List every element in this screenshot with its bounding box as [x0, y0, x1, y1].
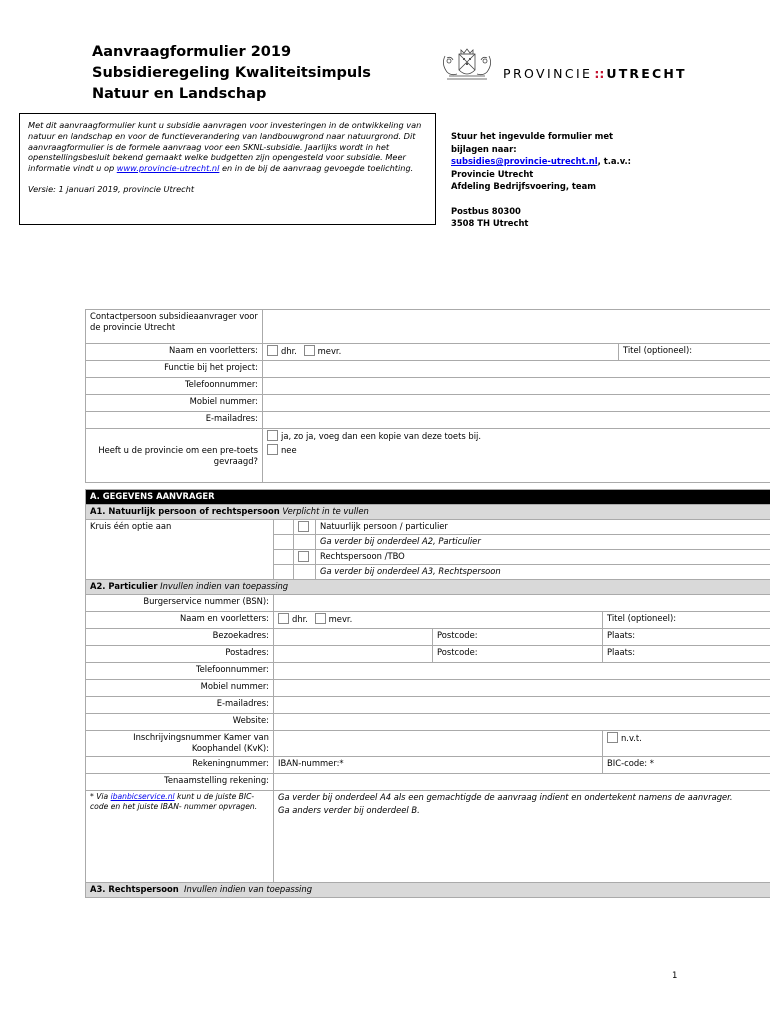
a1-legal-entity-checkbox[interactable] [298, 551, 309, 562]
a2-email-label: E-mailadres: [86, 697, 274, 714]
kvk-nvt-checkbox[interactable] [607, 732, 618, 743]
contact-function-field[interactable] [263, 361, 770, 378]
bsn-field[interactable] [274, 595, 770, 612]
title-line-1: Aanvraagformulier 2019 [92, 44, 292, 60]
contact-function-label: Functie bij het project: [86, 361, 263, 378]
contact-phone-field[interactable] [263, 378, 770, 395]
a2-email-field[interactable] [274, 697, 770, 714]
post-postcode-field[interactable]: Postcode: [433, 646, 603, 663]
version-note: Versie: 1 januari 2019, provincie Utrecht [28, 183, 195, 194]
title-line-2: Subsidieregeling Kwaliteitsimpuls [92, 65, 371, 81]
visit-address-label: Bezoekadres: [86, 629, 274, 646]
logo-word-provincie: PROVINCIE [503, 66, 593, 81]
pretoets-label: Heeft u de provincie om een pre-toets gevraagd? [86, 429, 263, 483]
logo-dots: :: [594, 66, 605, 81]
logo-word-utrecht: UTRECHT [606, 66, 687, 81]
send-line-2: bijlagen naar: [451, 143, 517, 154]
continue-b-note: Ga anders verder bij onderdeel B. [278, 805, 420, 815]
post-plaats-field[interactable]: Plaats: [603, 646, 770, 663]
visit-address-field[interactable] [274, 629, 433, 646]
a2-phone-label: Telefoonnummer: [86, 663, 274, 680]
a3-title: A3. Rechtspersoon [90, 884, 179, 894]
a1-label: Kruis één optie aan [86, 520, 274, 580]
contact-heading: Contactpersoon subsidieaanvrager voor de provincie Utrecht [86, 310, 263, 344]
send-line-7: 3508 TH Utrecht [451, 218, 529, 228]
pretoets-yes-checkbox[interactable] [267, 430, 278, 441]
a1-opt1-note: Ga verder bij onderdeel A2, Particulier [320, 536, 481, 546]
tenaam-field[interactable] [274, 774, 770, 791]
a2-dhr-checkbox[interactable] [278, 613, 289, 624]
a2-mevr-checkbox[interactable] [315, 613, 326, 624]
send-email-suffix: , t.a.v.: [597, 156, 632, 166]
section-a-title: A. GEGEVENS AANVRAGER [86, 490, 770, 505]
a2-note: Invullen indien van toepassing [160, 581, 289, 591]
title-line-3: Natuur en Landschap [92, 86, 267, 102]
page-number: 1 [672, 971, 678, 981]
send-line-4: Provincie Utrecht [451, 168, 534, 179]
send-to-block [451, 130, 751, 230]
pretoets-no-label: nee [281, 445, 297, 455]
contact-dhr-checkbox[interactable] [267, 345, 278, 356]
coat-of-arms-icon [437, 46, 497, 84]
send-email-link[interactable]: subsidies@provincie-utrecht.nl [451, 156, 598, 166]
contact-mevr-label: mevr. [317, 346, 342, 356]
account-label: Rekeningnummer: [86, 757, 274, 774]
a1-opt2-note: Ga verder bij onderdeel A3, Rechtspersoon [320, 566, 501, 576]
intro-link[interactable]: www.provincie-utrecht.nl [116, 163, 220, 174]
a3-note: Invullen indien van toepassing [184, 884, 313, 894]
a2-phone-field[interactable] [274, 663, 770, 680]
bic-field[interactable]: BIC-code: * [603, 757, 770, 774]
website-label: Website: [86, 714, 274, 731]
contact-titel-field[interactable]: Titel (optioneel): [619, 344, 770, 361]
contact-name-label: Naam en voorletters: [86, 344, 263, 361]
a1-opt2-label: Rechtspersoon /TBO [316, 550, 770, 565]
continue-a4-note: Ga verder bij onderdeel A4 als een gemachtigde de aanvraag indient en ondertekent namens de aanvrager. [278, 792, 733, 802]
footnote-prefix: * Via [90, 792, 111, 801]
post-address-label: Postadres: [86, 646, 274, 663]
bsn-label: Burgerservice nummer (BSN): [86, 595, 274, 612]
a2-mobile-field[interactable] [274, 680, 770, 697]
ibanbicservice-link[interactable]: ibanbicservice.nl [110, 792, 175, 801]
tenaam-label: Tenaamstelling rekening: [86, 774, 274, 791]
contact-table [85, 309, 770, 483]
a1-title: A1. Natuurlijk persoon of rechtspersoon [90, 506, 280, 516]
contact-dhr-label: dhr. [281, 346, 297, 356]
a2-mevr-label: mevr. [328, 614, 353, 624]
intro-box [19, 113, 436, 225]
pretoets-yes-label: ja, zo ja, voeg dan een kopie van deze toets bij. [281, 431, 482, 441]
send-line-5: Afdeling Bedrijfsvoering, team [451, 181, 596, 191]
contact-mobile-field[interactable] [263, 395, 770, 412]
contact-heading-field[interactable] [263, 310, 770, 344]
a1-natural-person-checkbox[interactable] [298, 521, 309, 532]
section-a-table [85, 489, 770, 898]
post-address-field[interactable] [274, 646, 433, 663]
intro-text-end: en in de bij de aanvraag gevoegde toelichting. [219, 163, 414, 174]
a2-dhr-label: dhr. [292, 614, 308, 624]
visit-postcode-field[interactable]: Postcode: [433, 629, 603, 646]
send-line-1: Stuur het ingevulde formulier met [451, 131, 614, 141]
a1-opt1-label: Natuurlijk persoon / particulier [316, 520, 770, 535]
contact-email-field[interactable] [263, 412, 770, 429]
contact-mevr-checkbox[interactable] [304, 345, 315, 356]
a1-note: Verplicht in te vullen [282, 506, 369, 516]
send-line-6: Postbus 80300 [451, 205, 521, 216]
kvk-nvt-label: n.v.t. [621, 733, 642, 743]
a2-mobile-label: Mobiel nummer: [86, 680, 274, 697]
a2-name-label: Naam en voorletters: [86, 612, 274, 629]
kvk-field[interactable] [274, 731, 603, 757]
visit-plaats-field[interactable]: Plaats: [603, 629, 770, 646]
iban-field[interactable]: IBAN-nummer:* [274, 757, 603, 774]
contact-mobile-label: Mobiel nummer: [86, 395, 263, 412]
form-title [92, 42, 371, 105]
pretoets-no-checkbox[interactable] [267, 444, 278, 455]
contact-email-label: E-mailadres: [86, 412, 263, 429]
a2-titel-field[interactable]: Titel (optioneel): [603, 612, 770, 629]
a2-title: A2. Particulier [90, 581, 158, 591]
footnote-text: kunt u de juiste BIC-code en het juiste IBAN- nummer opvragen. [90, 792, 258, 811]
website-field[interactable] [274, 714, 770, 731]
kvk-label: Inschrijvingsnummer Kamer van Koophandel (KvK): [86, 731, 274, 757]
intro-text: Met dit aanvraagformulier kunt u subsidie aanvragen voor investeringen in de ontwikkeling van natuur en landschap en voor de functieverandering van landbouwgrond naar natuurgrond. Dit aanvraagformulier is de formele aanvraag voor een SKNL-subsidie. Jaarlijks wordt in het openstellingsbesluit bekend gemaakt welke budgetten zijn opengesteld voor subsidie. Meer informatie vindt u op [28, 120, 422, 174]
contact-phone-label: Telefoonnummer: [86, 378, 263, 395]
provincie-utrecht-logo [437, 46, 727, 86]
